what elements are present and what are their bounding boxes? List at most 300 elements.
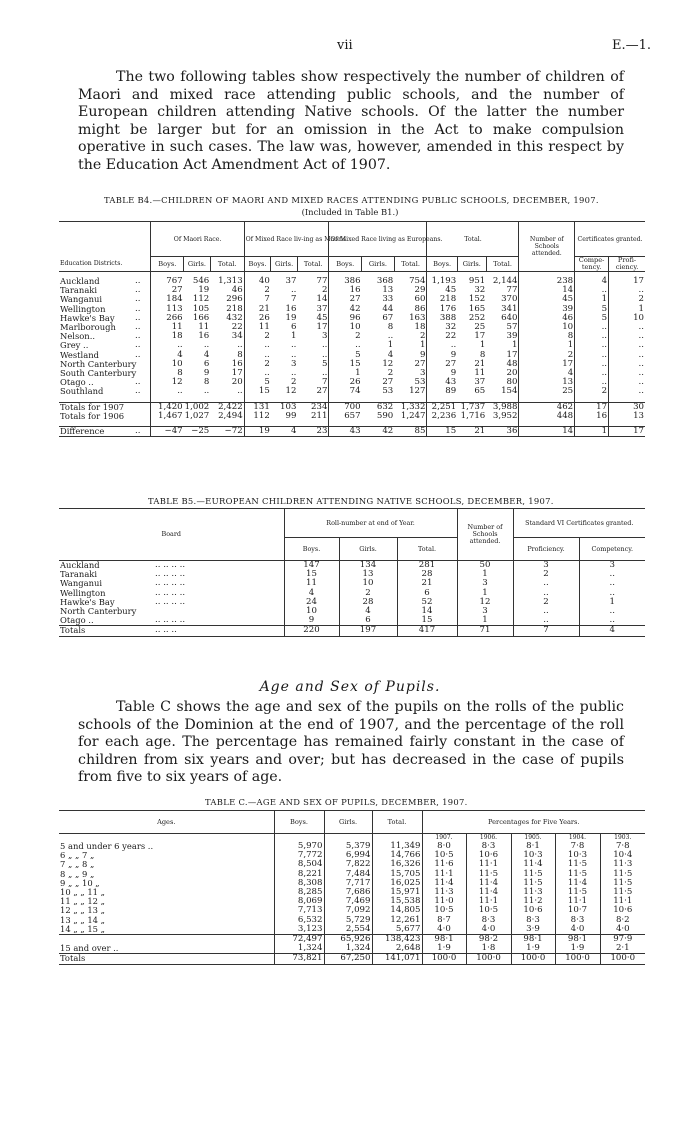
cell: 7,092 [324, 906, 372, 915]
cell: 15,705 [372, 870, 422, 879]
cell: .. [575, 360, 609, 369]
cell: .. [135, 322, 141, 333]
cell: 1,737 [457, 402, 486, 412]
cell: 7·8 [600, 842, 645, 851]
cell: 100·0 [600, 954, 645, 964]
intro-text: The two following tables show respectively the number of children of Maori and mixed race attending public schools, and the number of European children attending Native schools. Of the latter the number might be larger but for an omission in the Act to make compulsion operative in such cases. The law was, however, amended in this respect by the Education Act Amendment Act of 1907. [78, 69, 624, 173]
cell: 1 [579, 598, 645, 607]
cell: 13 [609, 412, 645, 421]
cell: 10·6 [511, 906, 555, 915]
cell: 165 [468, 303, 486, 314]
cell: 951 [468, 276, 486, 286]
th-proficiency: Proficiency. [513, 538, 579, 561]
cell: 8 [387, 322, 394, 333]
row-label: Taranaki [60, 285, 98, 296]
cell: 2,422 [210, 402, 244, 412]
cell: 432 [226, 312, 243, 323]
cell: 4 [339, 607, 397, 616]
cell: 11·3 [600, 860, 645, 869]
cell: 1·9 [422, 944, 466, 953]
cell: 11·5 [555, 870, 600, 879]
cell: .. [237, 340, 243, 351]
cell: 197 [339, 626, 397, 636]
cell: 754 [409, 276, 426, 286]
cell: 16,025 [372, 879, 422, 888]
cell: 52 [397, 598, 457, 607]
th-certs: Standard VI Certificates granted. [513, 509, 645, 538]
th-total-col: Total. [297, 257, 329, 272]
cell: 45 [519, 295, 575, 304]
cell: 11·4 [555, 879, 600, 888]
cell: 105 [192, 303, 210, 314]
row-label: Taranaki [60, 569, 98, 580]
cell: 9 [420, 349, 426, 360]
cell: 5 [244, 378, 271, 387]
cell: 8 [151, 369, 184, 378]
cell: 10·5 [422, 851, 466, 860]
cell: 11·1 [555, 897, 600, 906]
cell: 16 [231, 358, 243, 369]
cell: .. [513, 607, 579, 616]
cell: .. [575, 378, 609, 387]
cell: 4·0 [555, 925, 600, 935]
th-total-col: Total. [486, 257, 519, 272]
totals-row [59, 412, 645, 421]
cell: .. [609, 286, 645, 295]
cell: .. [290, 349, 297, 360]
cell: 8·7 [422, 916, 466, 925]
cell: 16,326 [372, 860, 422, 869]
cell: 8·1 [511, 842, 555, 851]
cell: 3 [513, 561, 579, 570]
th-mixed-maoris: Of Mixed Race liv-ing as Maoris. [244, 222, 329, 257]
cell: 37 [316, 303, 328, 314]
th-boys: Boys. [284, 538, 339, 561]
cell: .. .. .. .. [155, 587, 186, 598]
table-b4-subcaption: (Included in Table B1.) [301, 207, 399, 217]
cell: .. [513, 616, 579, 625]
th-proficiency: Profi-ciency. [609, 257, 645, 272]
cell: 10 [329, 323, 362, 332]
cell: 98·1 [511, 935, 555, 945]
cell: .. [579, 589, 645, 598]
cell: 17 [474, 331, 486, 342]
cell: 10 [609, 314, 645, 323]
cell: 17 [609, 427, 645, 437]
cell: −72 [210, 427, 244, 437]
cell: 5,379 [324, 842, 372, 851]
cell: 10·6 [600, 906, 645, 915]
cell: 7,686 [324, 888, 372, 897]
cell: .. [135, 303, 141, 314]
cell: 14,805 [372, 906, 422, 915]
th-girls: Girls. [271, 257, 298, 272]
cell: 98·1 [555, 935, 600, 945]
cell: 462 [519, 402, 575, 412]
cell: .. [203, 340, 210, 351]
cell: 14 [519, 427, 575, 437]
cell: 13 [519, 378, 575, 387]
cell: .. [579, 579, 645, 588]
cell: 65,926 [324, 935, 372, 945]
cell: 37 [474, 377, 486, 388]
cell: 5 [575, 314, 609, 323]
cell: .. [244, 341, 271, 350]
cell: 25 [474, 322, 486, 333]
cell: 17 [575, 402, 609, 412]
cell: 53 [414, 377, 426, 388]
cell: 131 [244, 402, 271, 412]
cell: 2 [244, 332, 271, 341]
row-label: Auckland [60, 560, 100, 570]
cell: 7,822 [324, 860, 372, 869]
th-schools: Number of Schools attended. [457, 509, 513, 561]
cell: 85 [394, 427, 427, 437]
row-label: Totals for 1907 [59, 402, 134, 412]
cell: 11·5 [600, 870, 645, 879]
cell: 8·2 [600, 916, 645, 925]
cell: 590 [376, 410, 394, 421]
cell: 32 [427, 323, 457, 332]
cell: .. [609, 341, 645, 350]
cell: 10·5 [422, 906, 466, 915]
cell: 11·4 [466, 888, 511, 897]
cell: .. [135, 331, 141, 342]
cell: .. [579, 570, 645, 579]
cell: 11·1 [466, 897, 511, 906]
th-schools: Number of Schools attended. [519, 222, 575, 272]
cell: .. [290, 285, 297, 296]
cell: 20 [231, 377, 243, 388]
cell: 27 [414, 358, 426, 369]
cell: 281 [397, 561, 457, 570]
cell: 8 [519, 332, 575, 341]
cell: 657 [329, 412, 362, 421]
cell: 11·3 [422, 888, 466, 897]
cell: 2 [321, 285, 328, 296]
cell: 45 [427, 286, 457, 295]
cell: 43 [329, 427, 362, 437]
cell: 8 [479, 349, 486, 360]
cell: 2,494 [218, 410, 243, 421]
cell: .. [579, 616, 645, 625]
cell: 138,423 [372, 935, 422, 945]
cell: 27 [427, 360, 457, 369]
row-label: 11 „ „ 12 „ [60, 896, 105, 907]
cell: 46 [519, 314, 575, 323]
cell: 3 [579, 561, 645, 570]
row-label: South Canterbury [60, 368, 137, 379]
cell: 65 [474, 386, 486, 397]
cell: 19 [285, 312, 297, 323]
cell: 238 [519, 277, 575, 286]
cell: 2 [387, 368, 394, 379]
cell: 4·0 [466, 925, 511, 935]
cell: 8,308 [274, 879, 324, 888]
th-competency: Compe-tency. [575, 257, 609, 272]
th-girls: Girls. [362, 257, 395, 272]
section-text: Table C shows the age and sex of the pupils on the rolls of the public schools of the Dominion at the end of 1907, and the percentage of the roll for each age. The percentage has remained fairly constant in the case of children from six years and over; but has decreased in the case of pupils from five to six years of age. [78, 699, 624, 785]
cell: 16 [329, 286, 362, 295]
cell: 3 [457, 607, 513, 616]
cell: 100·0 [422, 954, 466, 964]
cell: 4 [151, 351, 184, 360]
cell: 1 [290, 331, 297, 342]
cell: .. [134, 427, 151, 437]
cell: .. [135, 377, 141, 388]
cell: 220 [284, 626, 339, 636]
cell: 11·4 [466, 879, 511, 888]
cell: .. [575, 286, 609, 295]
cell: 7,469 [324, 897, 372, 906]
cell: 4 [519, 369, 575, 378]
row-label: Totals [59, 626, 154, 636]
cell: 73,821 [274, 954, 324, 964]
cell: 42 [362, 427, 395, 437]
cell: 8·3 [466, 916, 511, 925]
cell: .. [427, 341, 457, 350]
cell: .. [244, 369, 271, 378]
cell: .. [244, 351, 271, 360]
cell: 6 [339, 616, 397, 625]
cell: 546 [192, 276, 210, 286]
cell: 20 [506, 368, 518, 379]
cell: 176 [427, 305, 457, 314]
cell: 11 [198, 322, 210, 333]
cell: 4 [203, 349, 210, 360]
cell: 11·5 [555, 888, 600, 897]
cell: 11·4 [422, 879, 466, 888]
cell: .. [329, 341, 362, 350]
cell: 127 [409, 386, 426, 397]
cell: 11 [244, 323, 271, 332]
cell: 152 [468, 294, 486, 305]
cell: 2 [329, 332, 362, 341]
cell: 7 [290, 294, 297, 305]
cell: .. [135, 349, 141, 360]
cell: 30 [609, 402, 645, 412]
cell: 11·2 [511, 897, 555, 906]
row-label: Otago .. [60, 377, 94, 388]
cell: −47 [151, 427, 184, 437]
cell: 14,766 [372, 851, 422, 860]
cell: 36 [486, 427, 519, 437]
cell: 43 [427, 378, 457, 387]
row-label: 13 „ „ 14 „ [60, 914, 105, 925]
cell: 8 [237, 349, 243, 360]
cell: 386 [329, 277, 362, 286]
cell: 1 [457, 570, 513, 579]
row-label: Totals for 1906 [60, 410, 125, 421]
cell: .. [609, 323, 645, 332]
th-board: Board [59, 509, 284, 561]
table-row [59, 598, 645, 607]
cell: 50 [457, 561, 513, 570]
cell: .. [575, 332, 609, 341]
cell: 11·5 [600, 888, 645, 897]
cell: 3,123 [274, 925, 324, 935]
cell: 8·3 [466, 842, 511, 851]
cell: 100·0 [511, 954, 555, 964]
cell: 8,504 [274, 860, 324, 869]
cell: 12 [457, 598, 513, 607]
cell: 417 [397, 626, 457, 636]
cell: 15 [397, 616, 457, 625]
cell: 80 [506, 377, 518, 388]
cell: 12,261 [372, 916, 422, 925]
cell: 13 [339, 570, 397, 579]
cell: 5,677 [372, 925, 422, 935]
cell: 21 [244, 305, 271, 314]
cell: 15 [284, 570, 339, 579]
cell: 100·0 [555, 954, 600, 964]
cell: .. [609, 387, 645, 396]
cell: 211 [311, 410, 328, 421]
cell: 1 [420, 340, 426, 351]
row-label: Hawke's Bay [60, 312, 115, 323]
cell: .. [609, 332, 645, 341]
cell: 11·5 [466, 870, 511, 879]
cell: 22 [427, 332, 457, 341]
cell: 24 [284, 598, 339, 607]
cell: 218 [427, 295, 457, 304]
cell: 3 [420, 368, 426, 379]
cell: 8·3 [555, 916, 600, 925]
cell: 15 [244, 387, 271, 396]
cell: 10·7 [555, 906, 600, 915]
cell: 27 [382, 377, 394, 388]
cell: 112 [192, 294, 210, 305]
cell: 2 [513, 570, 579, 579]
cell: 7,717 [324, 879, 372, 888]
cell: 2 [420, 331, 426, 342]
cell: 16 [285, 303, 297, 314]
cell: .. [321, 349, 328, 360]
th-mixed-europeans: Of Mixed Race living as Europeans. [329, 222, 427, 257]
cell: 2 [519, 351, 575, 360]
cell: 100·0 [466, 954, 511, 964]
cell: 9 [427, 369, 457, 378]
table-row [59, 944, 645, 953]
cell: 1 [329, 369, 362, 378]
cell: 8,221 [274, 870, 324, 879]
cell: 1,247 [400, 410, 426, 421]
cell [134, 360, 151, 369]
cell: 147 [284, 561, 339, 570]
cell: .. [135, 276, 141, 286]
cell: 10 [284, 607, 339, 616]
cell: 13 [382, 285, 394, 296]
cell: 3,988 [486, 402, 519, 412]
cell: 4·0 [422, 925, 466, 935]
cell: 15,538 [372, 897, 422, 906]
cell: 8,069 [274, 897, 324, 906]
cell: .. [135, 294, 141, 305]
table-row [59, 616, 645, 625]
cell: 2,236 [427, 412, 457, 421]
table-row [59, 561, 645, 570]
cell: 184 [151, 295, 184, 304]
cell: 12 [151, 378, 184, 387]
cell: 8·3 [511, 916, 555, 925]
cell: 12 [285, 386, 297, 397]
cell: 1,193 [427, 277, 457, 286]
th-percentages: Percentages for Five Years. [422, 811, 645, 834]
table-c [59, 810, 645, 965]
cell: 2 [244, 286, 271, 295]
table-b4 [59, 221, 645, 437]
row-label: Auckland [60, 276, 100, 286]
cell: 154 [501, 386, 518, 397]
year-label: 1904. [555, 834, 600, 843]
cell: .. [575, 351, 609, 360]
table-row [59, 341, 645, 350]
cell: 1 [609, 305, 645, 314]
cell: 10 [339, 579, 397, 588]
cell: 1·9 [511, 944, 555, 953]
cell: 98·1 [422, 935, 466, 945]
cell: 37 [285, 276, 297, 286]
cell: 7 [513, 626, 579, 636]
cell: 19 [198, 285, 210, 296]
th-girls: Girls. [457, 257, 486, 272]
cell: 1,467 [151, 412, 184, 421]
row-label: Wanganui [60, 294, 103, 305]
year-label: 1906. [466, 834, 511, 843]
cell: 29 [414, 285, 426, 296]
th-ages: Ages. [59, 811, 274, 834]
table-row [59, 579, 645, 588]
cell: 7,713 [274, 906, 324, 915]
cell: 6,532 [274, 916, 324, 925]
row-label: 9 „ „ 10 „ [60, 877, 100, 888]
cell: 17 [316, 322, 328, 333]
cell [134, 402, 151, 412]
row-label: 5 and under 6 years .. [60, 841, 154, 851]
cell: 388 [427, 314, 457, 323]
th-girls: Girls. [324, 811, 372, 834]
cell: .. [135, 312, 141, 323]
cell: 370 [501, 294, 518, 305]
cell: 4 [284, 589, 339, 598]
cell: .. [321, 340, 328, 351]
totals-row [59, 954, 645, 964]
th-total-col: Total. [210, 257, 244, 272]
page-number: vii [337, 38, 353, 53]
cell: 2,144 [492, 276, 518, 286]
table-c-caption: TABLE C.—AGE AND SEX OF PUPILS, DECEMBER, 1907. [205, 797, 468, 807]
row-label: Grey .. [60, 340, 89, 351]
cell: 23 [297, 427, 329, 437]
cell: .. [609, 360, 645, 369]
cell: .. [387, 331, 394, 342]
cell: 98·2 [466, 935, 511, 945]
cell: 45 [316, 312, 328, 323]
cell: 1,027 [184, 410, 210, 421]
cell: 1,716 [460, 410, 486, 421]
th-boys: Boys. [244, 257, 271, 272]
cell: 39 [519, 305, 575, 314]
cell: 11·4 [511, 860, 555, 869]
cell: 3 [457, 579, 513, 588]
cell: 10·4 [600, 851, 645, 860]
cell: 4 [271, 427, 298, 437]
row-label: 10 „ „ 11 „ [60, 887, 105, 898]
cell: 166 [192, 312, 210, 323]
cell: 767 [151, 277, 184, 286]
cell: 1 [575, 427, 609, 437]
cell: 7 [244, 295, 271, 304]
